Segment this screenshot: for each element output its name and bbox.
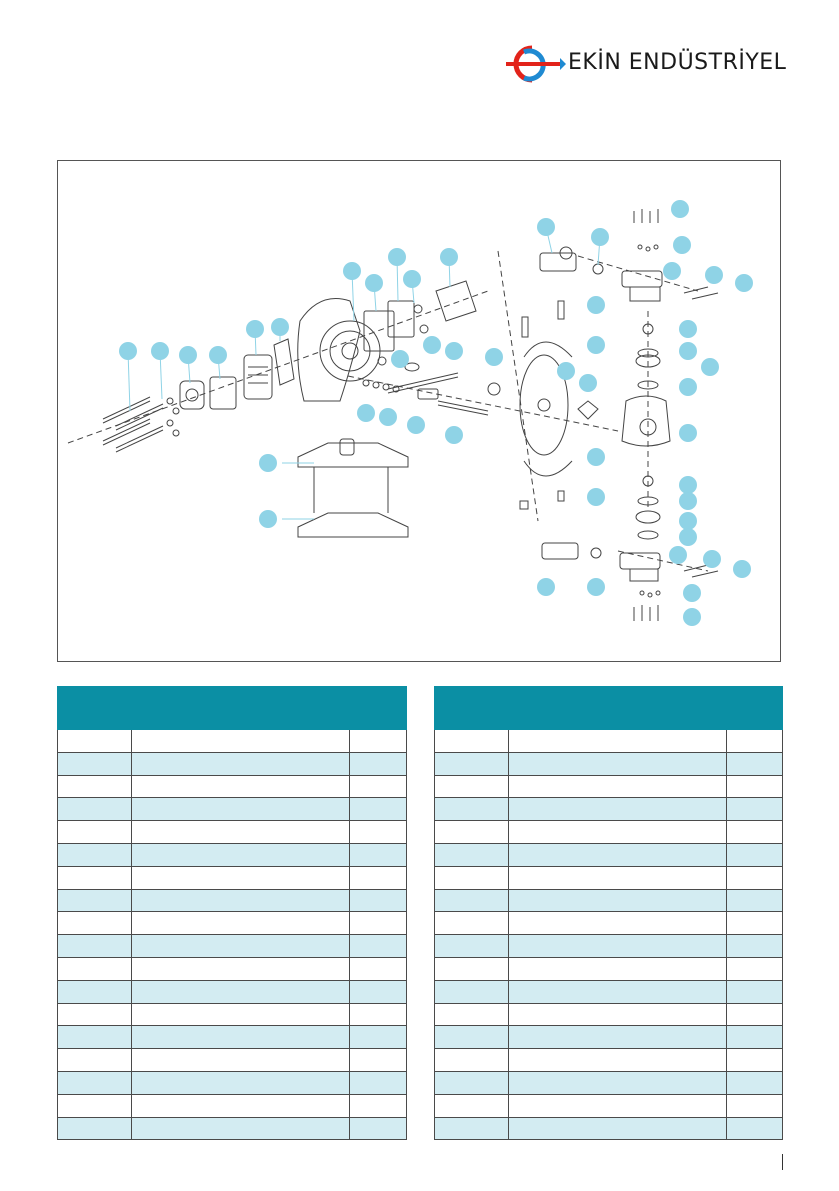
table-row — [435, 1003, 783, 1026]
parts-table-right — [434, 686, 783, 1140]
exploded-parts-diagram — [57, 160, 781, 662]
table-header-row — [58, 687, 407, 730]
page-edge-mark — [782, 1154, 783, 1170]
table-row — [58, 957, 407, 980]
column-header-no — [58, 687, 132, 730]
table-row — [58, 1003, 407, 1026]
table-row — [435, 912, 783, 935]
table-row — [435, 730, 783, 753]
table-row — [58, 752, 407, 775]
table-row — [435, 752, 783, 775]
table-row — [58, 1117, 407, 1140]
table-row — [58, 730, 407, 753]
column-header-no — [435, 687, 509, 730]
table-row — [435, 775, 783, 798]
table-row — [58, 821, 407, 844]
table-row — [58, 798, 407, 821]
table-row — [58, 889, 407, 912]
table-row — [58, 1026, 407, 1049]
parts-table-left — [57, 686, 407, 1140]
table-row — [58, 912, 407, 935]
column-header-description — [132, 687, 350, 730]
table-row — [435, 1026, 783, 1049]
table-row — [435, 1049, 783, 1072]
table-row — [435, 1117, 783, 1140]
table-row — [58, 980, 407, 1003]
table-row — [435, 1071, 783, 1094]
logo-mark-icon — [502, 42, 566, 86]
table-row — [435, 821, 783, 844]
table-header-row — [435, 687, 783, 730]
table-row — [435, 843, 783, 866]
table-row — [58, 1071, 407, 1094]
column-header-qty — [727, 687, 783, 730]
table-row — [435, 889, 783, 912]
column-header-qty — [350, 687, 407, 730]
brand-name: EKİN ENDÜSTRİYEL — [568, 50, 787, 75]
table-row — [58, 1049, 407, 1072]
table-row — [58, 935, 407, 958]
company-logo — [502, 42, 792, 86]
table-row — [435, 957, 783, 980]
pump-exploded-view — [58, 161, 782, 663]
table-row — [435, 1094, 783, 1117]
table-row — [58, 866, 407, 889]
table-row — [58, 843, 407, 866]
table-row — [58, 775, 407, 798]
table-row — [435, 935, 783, 958]
table-row — [58, 1094, 407, 1117]
table-row — [435, 866, 783, 889]
table-row — [435, 798, 783, 821]
table-row — [435, 980, 783, 1003]
column-header-description — [509, 687, 727, 730]
